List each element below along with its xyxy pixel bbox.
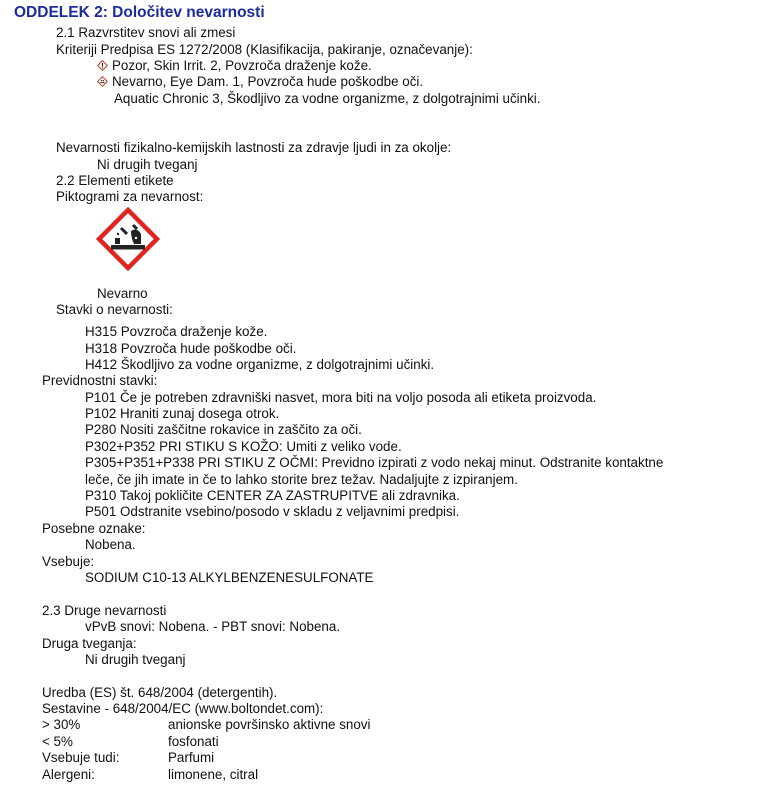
ingredient-key: Alergeni:: [42, 767, 95, 782]
ingredient-value: anionske površinsko aktivne snovi: [168, 717, 371, 732]
hazard-statement: H318 Povzroča hude poškodbe oči.: [85, 341, 297, 356]
s21-item-1-text: Pozor, Skin Irrit. 2, Povzroča draženje kože.: [112, 58, 372, 73]
corrosion-diamond-icon: [97, 76, 108, 87]
s21-item-3: Aquatic Chronic 3, Škodljivo za vodne organizme, z dolgotrajnimi učinki.: [114, 91, 541, 106]
precaution-statement: P310 Takoj pokličite CENTER ZA ZASTRUPITVE ali zdravnika.: [85, 488, 460, 503]
other-risks-value: Ni drugih tveganj: [85, 652, 186, 667]
ingredient-key: Vsebuje tudi:: [42, 750, 120, 765]
contains-value: SODIUM C10-13 ALKYLBENZENESULFONATE: [85, 570, 374, 585]
s21-item-2-text: Nevarno, Eye Dam. 1, Povzroča hude poškodbe oči.: [112, 74, 424, 89]
precaution-statement: P280 Nositi zaščitne rokavice in zaščito za oči.: [85, 422, 362, 437]
s23-heading: 2.3 Druge nevarnosti: [42, 603, 167, 618]
precaution-statement: leče, če jih imate in če to lahko storite brez težav. Nadaljujte z izpiranjem.: [85, 472, 518, 487]
corrosion-pictogram-icon: [96, 207, 160, 271]
precaution-statement: P302+P352 PRI STIKU S KOŽO: Umiti z veliko vode.: [85, 439, 402, 454]
s21-item-1: [97, 58, 372, 74]
precaution-statement: P501 Odstranite vsebino/posodo v skladu z veljavnimi predpisi.: [85, 504, 460, 519]
exclamation-diamond-icon: [97, 60, 108, 71]
ingredient-value: fosfonati: [168, 734, 219, 749]
section-title: ODDELEK 2: Določitev nevarnosti: [14, 4, 265, 21]
hazard-label: Stavki o nevarnosti:: [56, 302, 173, 317]
precaution-label: Previdnostni stavki:: [42, 373, 158, 388]
s21-item-2: [97, 74, 423, 90]
special-label: Posebne oznake:: [42, 521, 146, 536]
s21-criteria: Kriteriji Predpisa ES 1272/2008 (Klasifikacija, pakiranje, označevanje):: [56, 42, 473, 57]
s21-heading: 2.1 Razvrstitev snovi ali zmesi: [56, 25, 236, 40]
precaution-statement: P101 Če je potreben zdravniški nasvet, mora biti na voljo posoda ali etiketa proizvoda.: [85, 390, 597, 405]
s22-heading: 2.2 Elementi etikete: [56, 173, 174, 188]
other-risks-label: Druga tveganja:: [42, 636, 137, 651]
contains-label: Vsebuje:: [42, 554, 95, 569]
special-value: Nobena.: [85, 537, 136, 552]
regulation-line: Uredba (ES) št. 648/2004 (detergentih).: [42, 685, 278, 700]
hazard-statement: H315 Povzroča draženje kože.: [85, 324, 268, 339]
physchem-value: Ni drugih tveganj: [97, 157, 198, 172]
hazard-statement: H412 Škodljivo za vodne organizme, z dolgotrajnimi učinki.: [85, 357, 435, 372]
ingredient-value: Parfumi: [168, 750, 215, 765]
ingredient-key: > 30%: [42, 717, 81, 732]
ingredient-value: limonene, citral: [168, 767, 259, 782]
ingredients-line: Sestavine - 648/2004/EC (www.boltondet.com):: [42, 701, 324, 716]
physchem-label: Nevarnosti fizikalno-kemijskih lastnosti za zdravje ljudi in za okolje:: [56, 140, 452, 155]
signal-word: Nevarno: [97, 286, 148, 301]
precaution-statement: P305+P351+P338 PRI STIKU Z OČMI: Previdno izpirati z vodo nekaj minut. Odstranite kontaktne: [85, 455, 664, 470]
pictograms-label: Piktogrami za nevarnost:: [56, 189, 204, 204]
ingredient-key: < 5%: [42, 734, 73, 749]
precaution-statement: P102 Hraniti zunaj dosega otrok.: [85, 406, 280, 421]
vpvb-pbt: vPvB snovi: Nobena. - PBT snovi: Nobena.: [85, 619, 341, 634]
